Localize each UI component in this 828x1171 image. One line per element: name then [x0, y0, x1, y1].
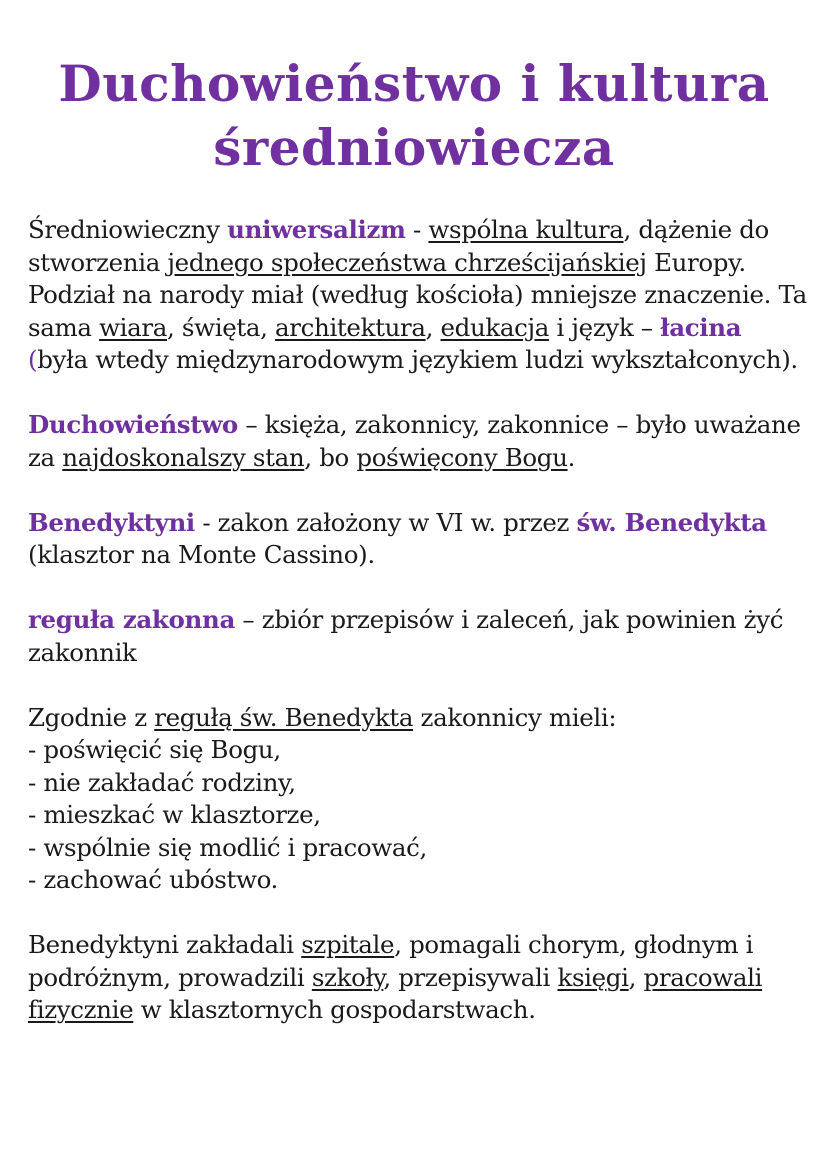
paragraph-clergy — [28, 409, 808, 474]
underlined-term: pracowali fizycznie — [28, 962, 763, 1024]
underlined-term: wspólna kultura — [428, 215, 624, 244]
text: Zgodnie z — [28, 702, 155, 732]
text: , — [628, 962, 644, 992]
title-line-1: Duchowieństwo i kultura — [58, 54, 770, 113]
text: , święta, — [167, 312, 276, 342]
document-body — [28, 214, 808, 1059]
text: w klasztornych gospodarstwach. — [133, 995, 536, 1024]
text: , dążenie do stworzenia — [28, 215, 769, 277]
text: ( — [28, 345, 38, 374]
text: – zbiór przepisów i zaleceń, jak powinien żyć zakonnik — [28, 605, 784, 667]
underlined-term: jednego społeczeństwa chrześcijańskiej — [167, 247, 647, 277]
text: i język – — [549, 312, 661, 342]
list-item: - wspólnie się modlić i pracować, — [28, 832, 427, 862]
underlined-term: poświęcony Bogu — [356, 442, 568, 472]
rule-list — [28, 734, 808, 897]
title-line-2: średniowiecza — [213, 118, 615, 177]
paragraph-rule-list — [28, 702, 808, 897]
keyword-universalism: uniwersalizm — [227, 215, 406, 244]
underlined-term: wiara — [99, 312, 168, 342]
text: , — [425, 312, 441, 342]
text: , przepisywali — [383, 962, 558, 992]
paragraph-benedictines — [28, 507, 808, 572]
paragraph-benedictine-activities — [28, 929, 808, 1027]
keyword-latin: łacina — [660, 312, 742, 342]
text: . — [567, 442, 576, 472]
keyword-monastic-rule: reguła zakonna — [28, 605, 235, 634]
text: – księża, zakonnicy, zakonnice – było uważane za — [28, 410, 801, 472]
underlined-term: szkoły — [311, 962, 384, 992]
text: , bo — [304, 442, 357, 472]
underlined-term: regułą św. Benedykta — [154, 702, 414, 732]
keyword-benedictines: Benedyktyni — [28, 507, 195, 537]
page-title — [0, 52, 828, 180]
rule-intro — [28, 702, 808, 735]
underlined-term: edukacja — [440, 312, 550, 342]
underlined-term: najdoskonalszy stan — [62, 442, 305, 472]
text: Europy. Podział na narody miał (według kościoła) mniejsze znaczenie. Ta sama — [28, 247, 807, 342]
text: Benedyktyni zakładali — [28, 930, 302, 959]
paragraph-universalism — [28, 214, 808, 377]
text: Średniowieczny — [28, 215, 228, 244]
text: zakonnicy mieli: — [413, 702, 617, 732]
text: (klasztor na Monte Cassino). — [28, 540, 375, 569]
underlined-term: szpitale — [301, 930, 395, 959]
keyword-clergy: Duchowieństwo — [28, 410, 238, 439]
underlined-term: architektura — [275, 312, 426, 342]
underlined-term: księgi — [557, 962, 629, 992]
paragraph-monastic-rule — [28, 604, 808, 669]
text: była wtedy międzynarodowym językiem ludzi wykształconych). — [37, 345, 798, 374]
list-item: - mieszkać w klasztorze, — [28, 800, 321, 829]
text: - — [405, 215, 429, 244]
keyword-st-benedict: św. Benedykta — [576, 507, 767, 537]
text: , pomagali chorym, głodnym i podróżnym, prowadzili — [28, 930, 754, 992]
list-item: - zachować ubóstwo. — [28, 865, 278, 894]
list-item: - poświęcić się Bogu, — [28, 735, 281, 764]
text: - zakon założony w VI w. przez — [194, 507, 577, 537]
list-item: - nie zakładać rodziny, — [28, 767, 296, 797]
